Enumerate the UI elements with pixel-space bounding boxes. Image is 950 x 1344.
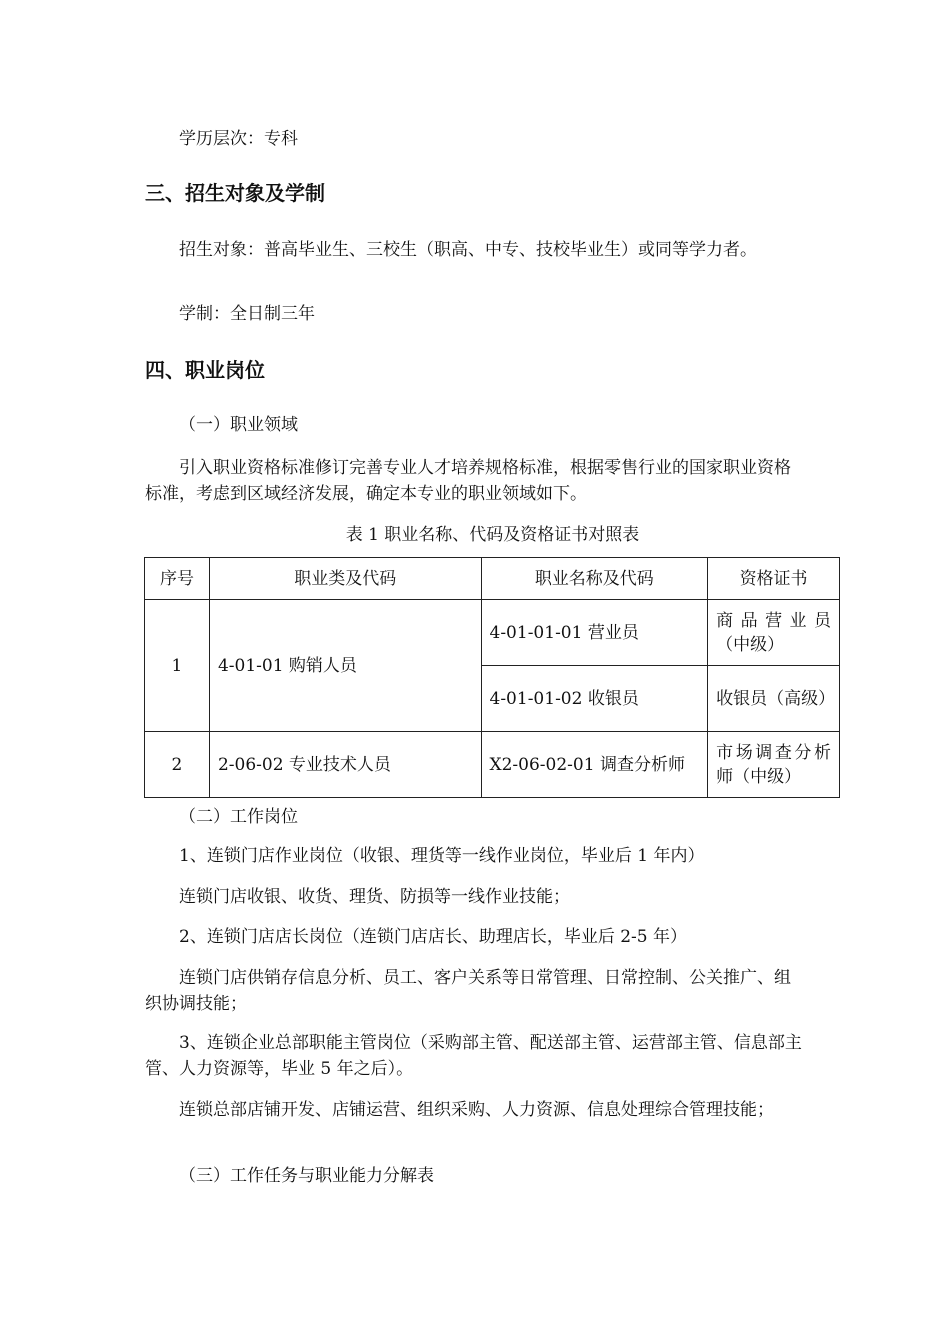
occupation-intro: 引入职业资格标准修订完善专业人才培养规格标准，根据零售行业的国家职业资格标准，考虑到区域经济发展，确定本专业的职业领域如下。 [145,458,791,504]
post-1: 1、连锁门店作业岗位（收银、理货等一线作业岗位，毕业后 1 年内） [179,846,705,866]
post-2: 2、连锁门店店长岗位（连锁门店店长、助理店长，毕业后 2-5 年） [179,927,687,947]
education-level: 学历层次：专科 [179,129,298,149]
header-category: 职业类及代码 [209,558,481,600]
header-job-name: 职业名称及代码 [481,558,708,600]
enrollment-target: 招生对象：普高毕业生、三校生（职高、中专、技校毕业生）或同等学力者。 [179,240,757,260]
subsection-occupation-field: （一）职业领域 [179,415,298,435]
post-1-desc: 连锁门店收银、收货、理货、防损等一线作业技能； [179,887,570,907]
certificate: 商品营业员（中级） [708,600,840,666]
header-certificate: 资格证书 [708,558,840,600]
job-name: 4-01-01-01 营业员 [481,600,708,666]
subsection-work-posts: （二）工作岗位 [179,807,298,827]
row-no: 1 [145,600,210,732]
subsection-task-table: （三）工作任务与职业能力分解表 [179,1166,434,1186]
table-row [145,732,840,798]
study-system: 学制：全日制三年 [179,304,315,324]
section-3-heading: 三、招生对象及学制 [145,181,325,205]
row-category: 2-06-02 专业技术人员 [209,732,481,798]
job-name: 4-01-01-02 收银员 [481,666,708,732]
job-name: X2-06-02-01 调查分析师 [481,732,708,798]
post-3-desc: 连锁总部店铺开发、店铺运营、组织采购、人力资源、信息处理综合管理技能； [179,1100,774,1120]
occupation-table [144,557,840,798]
certificate: 市场调查分析师（中级） [708,732,840,798]
row-no: 2 [145,732,210,798]
section-4-heading: 四、职业岗位 [145,358,265,382]
header-no: 序号 [145,558,210,600]
table-header-row [145,558,840,600]
post-2-desc: 连锁门店供销存信息分析、员工、客户关系等日常管理、日常控制、公关推广、组织协调技能； [145,968,791,1014]
table-caption: 表 1 职业名称、代码及资格证书对照表 [345,525,640,545]
table-row [145,600,840,666]
row-category: 4-01-01 购销人员 [209,600,481,732]
certificate: 收银员（高级） [708,666,840,732]
post-3: 3、连锁企业总部职能主管岗位（采购部主管、配送部主管、运营部主管、信息部主管、人力资源等，毕业 5 年之后）。 [145,1033,802,1079]
